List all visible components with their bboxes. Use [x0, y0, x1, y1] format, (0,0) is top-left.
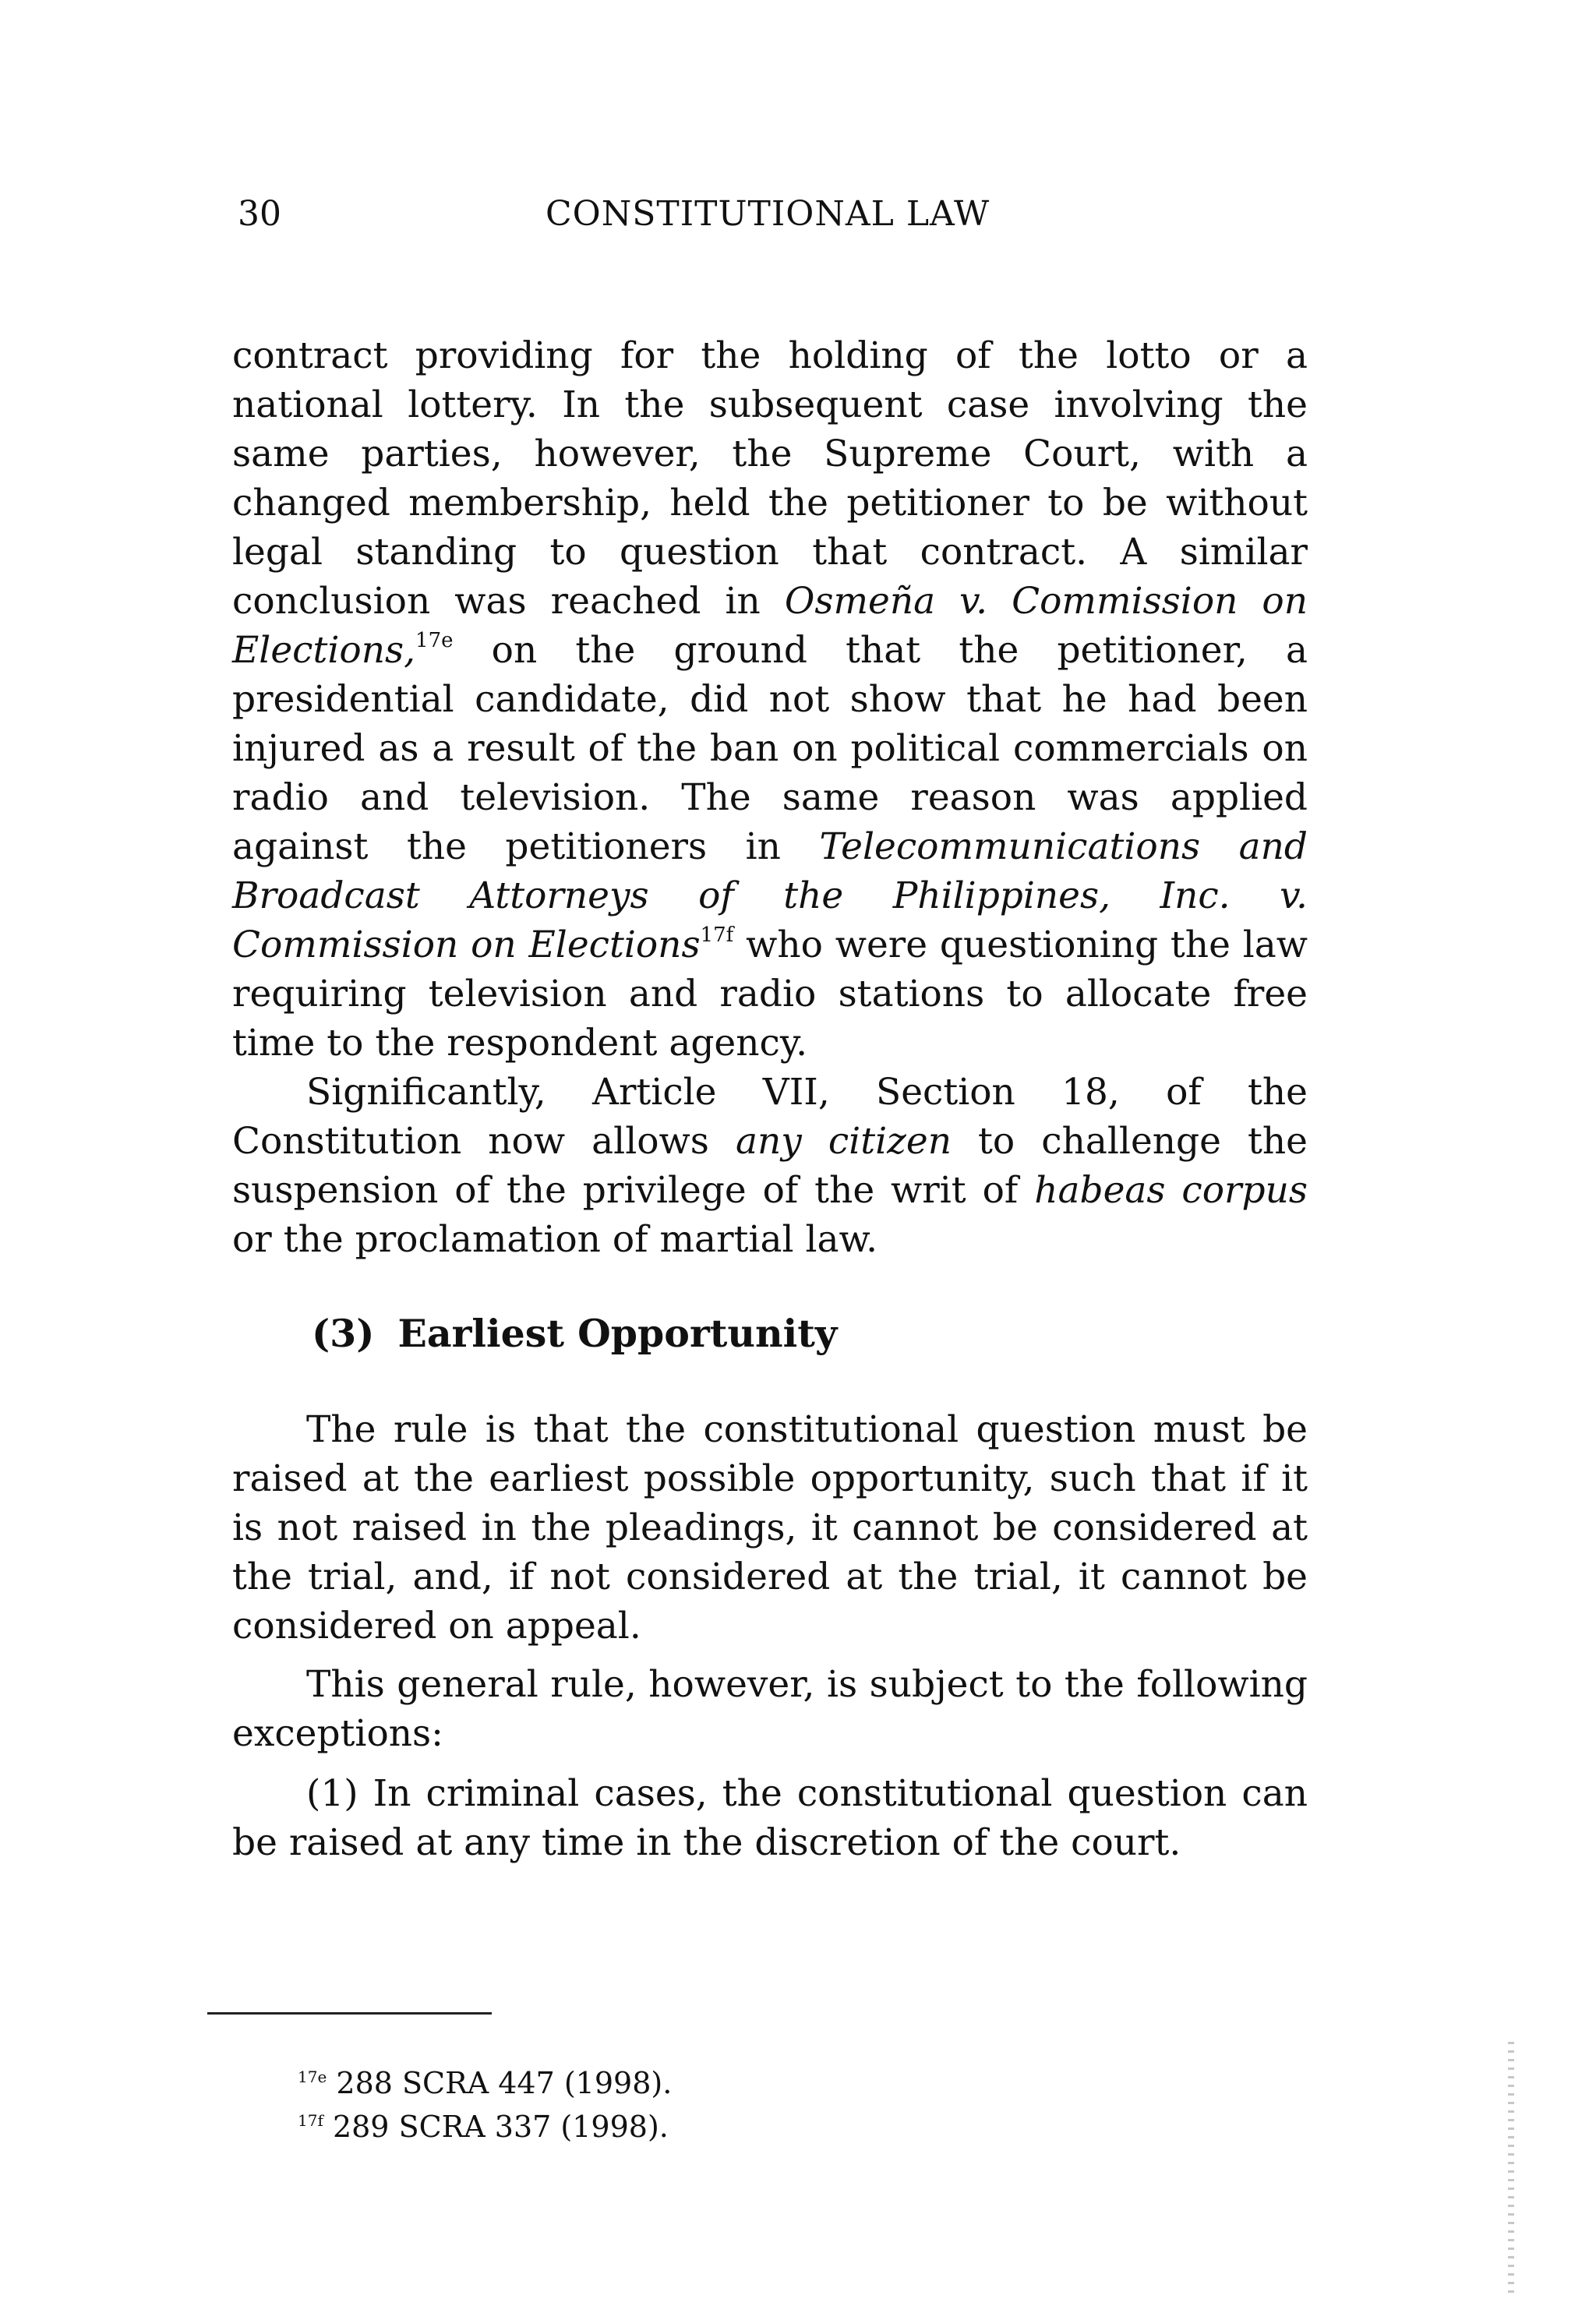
emphasis-any-citizen: any citizen — [735, 1120, 952, 1163]
page-number: 30 — [238, 194, 281, 234]
text-run: contract providing for the holding of the lotto or a national lottery. In the subsequent case involving the same parties, however, the Supreme Court, with a changed membership, held the petitioner to be without legal standing to question that contract. A similar conclusion was reached in — [232, 334, 1308, 623]
text-run: on the ground that the petitioner, a presidential candidate, did not show that he had been injured as a result of the ban on political commercials on radio and television. The same reason was applied against the petitioners in — [232, 629, 1308, 868]
footnote-text: 288 SCRA 447 (1998). — [336, 2066, 673, 2100]
paragraph-standing-cases — [232, 331, 1308, 1068]
footnote-17e — [207, 2061, 909, 2105]
scan-edge-artifact — [1508, 2042, 1514, 2299]
text-run: or the proclamation of martial law. — [232, 1218, 878, 1261]
footnote-divider — [207, 2012, 492, 2015]
running-head — [238, 191, 1313, 238]
text-run: who were questioning the law requiring television and radio stations to allocate free time to the respondent agency. — [232, 923, 1308, 1065]
text-run: Significantly, Article VII, Section 18, of the Constitution now allows — [232, 1071, 1308, 1163]
footnotes — [207, 2012, 909, 2149]
section-heading — [232, 1309, 1308, 1358]
case-citation-telecommunications: Telecommunications and Broadcast Attorneys of the Philippines, Inc. v. Commission on Elections — [232, 825, 1308, 966]
emphasis-habeas-corpus: habeas corpus — [1034, 1169, 1308, 1212]
footnote-17f — [207, 2105, 909, 2149]
section-title: Earliest Opportunity — [397, 1311, 838, 1356]
footnote-text: 289 SCRA 337 (1998). — [332, 2110, 669, 2144]
section-number: (3) — [312, 1311, 375, 1356]
footnote-ref: 17f — [700, 923, 734, 947]
body-text — [232, 331, 1308, 1867]
text-run: to challenge the suspension of the privilege of the writ of — [232, 1120, 1308, 1212]
paragraph-article-vii — [232, 1068, 1308, 1264]
footnote-ref: 17e — [415, 629, 454, 652]
paragraph-earliest-rule: The rule is that the constitutional question must be raised at the earliest possible opportunity, such that if it is not raised in the pleadings, it cannot be considered at the trial, and, if not considered at the trial, it cannot be considered on appeal. — [232, 1408, 1308, 1647]
footnote-marker: 17e — [298, 2068, 327, 2086]
case-citation-osmena: Osmeña v. Commission on Elections, — [232, 580, 1308, 672]
paragraph-exceptions-intro: This general rule, however, is subject to the following exceptions: — [232, 1663, 1308, 1755]
footnote-marker: 17f — [298, 2111, 323, 2130]
paragraph-exception-1: (1) In criminal cases, the constitutional question can be raised at any time in the discretion of the court. — [232, 1772, 1308, 1864]
running-title: CONSTITUTIONAL LAW — [546, 194, 990, 234]
